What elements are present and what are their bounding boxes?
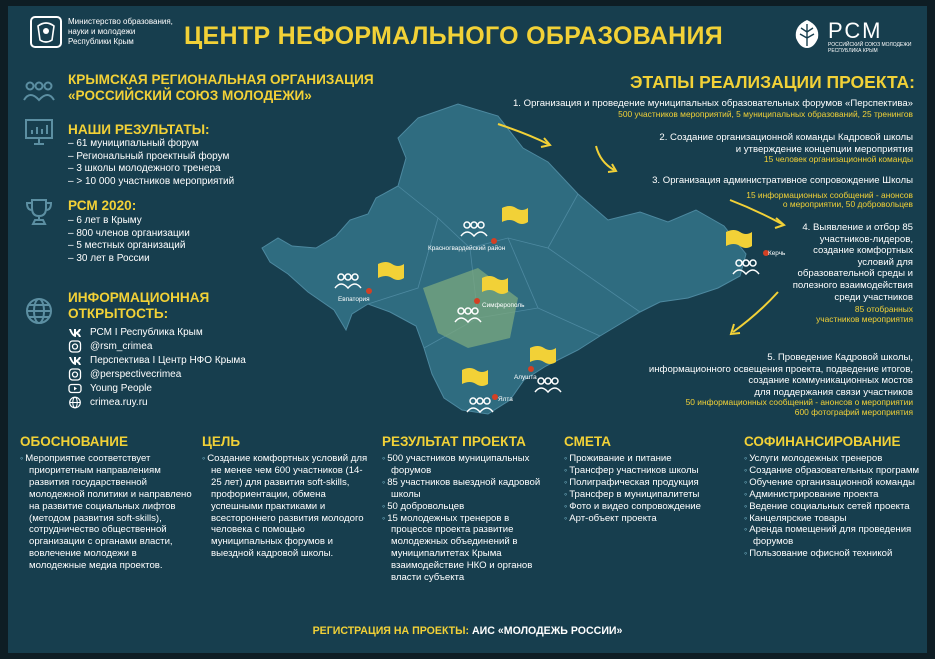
list-item: ◦ Трансфер в муниципалитеты xyxy=(564,489,736,501)
list-item: ◦ 85 участников выездной кадровой школы xyxy=(382,477,550,501)
list-item: – > 10 000 участников мероприятий xyxy=(68,176,234,189)
justification-text: ◦ Мероприятие соответствует приоритетным направлениям развития государственной молодежной политики и направлено на развитие социальных лифтов (методом развития soft-skills), сотрудничество общественной организации с органами власти, вовлечение молодежи в молодежные медиа проектов. xyxy=(20,453,196,572)
registration-system[interactable]: АИС «МОЛОДЕЖЬ РОССИИ» xyxy=(472,625,623,637)
city-label-alushta: Алушта xyxy=(514,374,537,381)
trophy-icon xyxy=(24,198,54,226)
social-link-label: Young People xyxy=(90,383,152,394)
city-marker xyxy=(491,238,497,244)
brand-name: РСМ xyxy=(828,18,883,43)
stages-heading: ЭТАПЫ РЕАЛИЗАЦИИ ПРОЕКТА: xyxy=(630,72,915,92)
list-item: ◦ Создание образовательных программ xyxy=(744,465,920,477)
list-item: ◦ Трансфер участников школы xyxy=(564,465,736,477)
people-group-icon xyxy=(460,220,488,238)
list-item: ◦ Проживание и питание xyxy=(564,453,736,465)
list-item: ◦ Канцелярские товары xyxy=(744,513,920,525)
goal-section xyxy=(202,434,372,560)
flag-icon xyxy=(724,228,754,256)
social-link-label: crimea.ruy.ru xyxy=(90,397,148,408)
instagram-icon xyxy=(68,368,82,381)
cofinancing-heading: СОФИНАНСИРОВАНИЕ xyxy=(744,434,901,449)
stage-3: 3. Организация административное сопровождение Школы 15 информационных сообщений - анонсов о мероприятии, 50 добровольцев xyxy=(652,175,913,210)
flag-icon xyxy=(460,366,490,394)
flag-icon xyxy=(376,260,406,288)
social-link-instagram-rsm[interactable] xyxy=(68,340,268,354)
rsm-leaf-logo-icon xyxy=(792,18,822,50)
globe-icon xyxy=(24,296,54,326)
people-group-icon xyxy=(334,272,362,290)
social-link-label: @perspectivecrimea xyxy=(90,369,182,380)
city-label-kerch: Керчь xyxy=(768,250,786,257)
results-list xyxy=(68,138,234,188)
brand-subtitle: РОССИЙСКИЙ СОЮЗ МОЛОДЕЖИ РЕСПУБЛИКА КРЫМ xyxy=(828,42,912,54)
rsm2020-heading: РСМ 2020: xyxy=(68,198,137,213)
justification-section xyxy=(20,434,196,572)
list-item: – 61 муниципальный форум xyxy=(68,138,234,151)
budget-heading: СМЕТА xyxy=(564,434,611,449)
list-item: – 5 местных организаций xyxy=(68,240,190,253)
city-label-yalta: Ялта xyxy=(498,396,513,403)
presentation-chart-icon xyxy=(24,118,54,146)
list-item: ◦ Фото и видео сопровождение xyxy=(564,501,736,513)
org-name: КРЫМСКАЯ РЕГИОНАЛЬНАЯ ОРГАНИЗАЦИЯ «РОССИЙСКИЙ СОЮЗ МОЛОДЕЖИ» xyxy=(68,72,374,103)
stage-5: 5. Проведение Кадровой школы, информационного освещения проекта, подведение итогов, создание коммуникационных мостов для поддержания связи участников 50 информационных сообщений - анонсов о мероприятии 600 фотографий мероприятия xyxy=(648,352,913,417)
list-item: ◦ Полиграфическая продукция xyxy=(564,477,736,489)
registration-footer xyxy=(8,625,927,638)
social-link-youtube[interactable] xyxy=(68,382,268,396)
stage-2: 2. Создание организационной команды Кадровой школы и утверждение концепции мероприятия 15 человек организационной команды xyxy=(659,132,913,165)
list-item: ◦ Услуги молодежных тренеров xyxy=(744,453,920,465)
city-marker xyxy=(474,298,480,304)
youtube-icon xyxy=(68,382,82,395)
people-group-icon xyxy=(534,376,562,394)
list-item: – 3 школы молодежного тренера xyxy=(68,163,234,176)
justification-heading: ОБОСНОВАНИЕ xyxy=(20,434,128,449)
registration-label: РЕГИСТРАЦИЯ НА ПРОЕКТЫ: xyxy=(312,625,470,637)
result-heading: РЕЗУЛЬТАТ ПРОЕКТА xyxy=(382,434,526,449)
budget-section xyxy=(564,434,736,524)
goal-text: ◦ Создание комфортных условий для не менее чем 600 участников (14-25 лет) для развития soft-skills, профориентации, обмена успешными практиками и всестороннего развития молодого человека с помощью муниципальных форумов и выездной кадровой школы. xyxy=(202,453,372,560)
city-label-simferopol: Симферополь xyxy=(482,302,525,309)
social-link-label: Перспектива I Центр НФО Крыма xyxy=(90,355,246,366)
social-link-website[interactable] xyxy=(68,396,268,410)
list-item: ◦ 500 участников муниципальных форумов xyxy=(382,453,550,477)
people-group-icon xyxy=(454,306,482,324)
people-group-icon xyxy=(466,396,494,414)
crimea-coat-of-arms-icon xyxy=(28,14,64,50)
list-item: ◦ Администрирование проекта xyxy=(744,489,920,501)
stage-1: 1. Организация и проведение муниципальных образовательных форумов «Перспектива» 500 участников мероприятий, 5 муниципальных образований, 25 тренингов xyxy=(512,98,913,119)
city-label-krasnogvardeisky: Красногвардейский район xyxy=(428,245,506,252)
flag-icon xyxy=(480,274,510,302)
list-item: ◦ Обучение организационной команды xyxy=(744,477,920,489)
social-link-label: @rsm_crimea xyxy=(90,341,153,352)
social-link-vk-perspective[interactable] xyxy=(68,354,268,368)
people-group-icon xyxy=(732,258,760,276)
stage-4: 4. Выявление и отбор 85 участников-лидеров, создание комфортных условий для образовательной среды и полезного взаимодействия среди участников 85 отобранных участников мероприятия xyxy=(792,222,913,324)
list-item: ◦ 15 молодежных тренеров в процессе проекта развитие молодежных объединений в муниципалитетах Крыма взаимодействие НКО и органов власти субъекта xyxy=(382,513,550,584)
openness-heading: ИНФОРМАЦИОННАЯ ОТКРЫТОСТЬ: xyxy=(68,290,210,321)
city-label-evpatoria: Евпатория xyxy=(338,296,370,303)
cofinancing-section xyxy=(744,434,920,560)
poster xyxy=(8,6,927,653)
list-item: ◦ Пользование офисной техникой xyxy=(744,548,920,560)
social-link-vk-rsm[interactable] xyxy=(68,326,268,340)
people-icon xyxy=(22,80,56,102)
ministry-name: Министерство образования, науки и молодежи Республики Крым xyxy=(68,17,173,46)
list-item: ◦ Ведение социальных сетей проекта xyxy=(744,501,920,513)
social-link-label: РСМ I Республика Крым xyxy=(90,327,203,338)
flag-icon xyxy=(500,204,530,232)
instagram-icon xyxy=(68,340,82,353)
list-item: – 30 лет в России xyxy=(68,253,190,266)
social-link-instagram-perspective[interactable] xyxy=(68,368,268,382)
city-marker xyxy=(528,366,534,372)
globe-icon xyxy=(68,396,82,409)
list-item: ◦ Аренда помещений для проведения форумов xyxy=(744,524,920,548)
city-marker xyxy=(366,288,372,294)
rsm2020-list xyxy=(68,215,190,265)
list-item: – 6 лет в Крыму xyxy=(68,215,190,228)
vk-icon xyxy=(68,326,82,339)
goal-heading: ЦЕЛЬ xyxy=(202,434,241,449)
list-item: ◦ 50 добровольцев xyxy=(382,501,550,513)
list-item: – Региональный проектный форум xyxy=(68,151,234,164)
list-item: – 800 членов организации xyxy=(68,228,190,241)
list-item: ◦ Арт-объект проекта xyxy=(564,513,736,525)
vk-icon xyxy=(68,354,82,367)
page-title: ЦЕНТР НЕФОРМАЛЬНОГО ОБРАЗОВАНИЯ xyxy=(184,22,724,50)
results-heading: НАШИ РЕЗУЛЬТАТЫ: xyxy=(68,122,210,137)
result-section xyxy=(382,434,550,584)
